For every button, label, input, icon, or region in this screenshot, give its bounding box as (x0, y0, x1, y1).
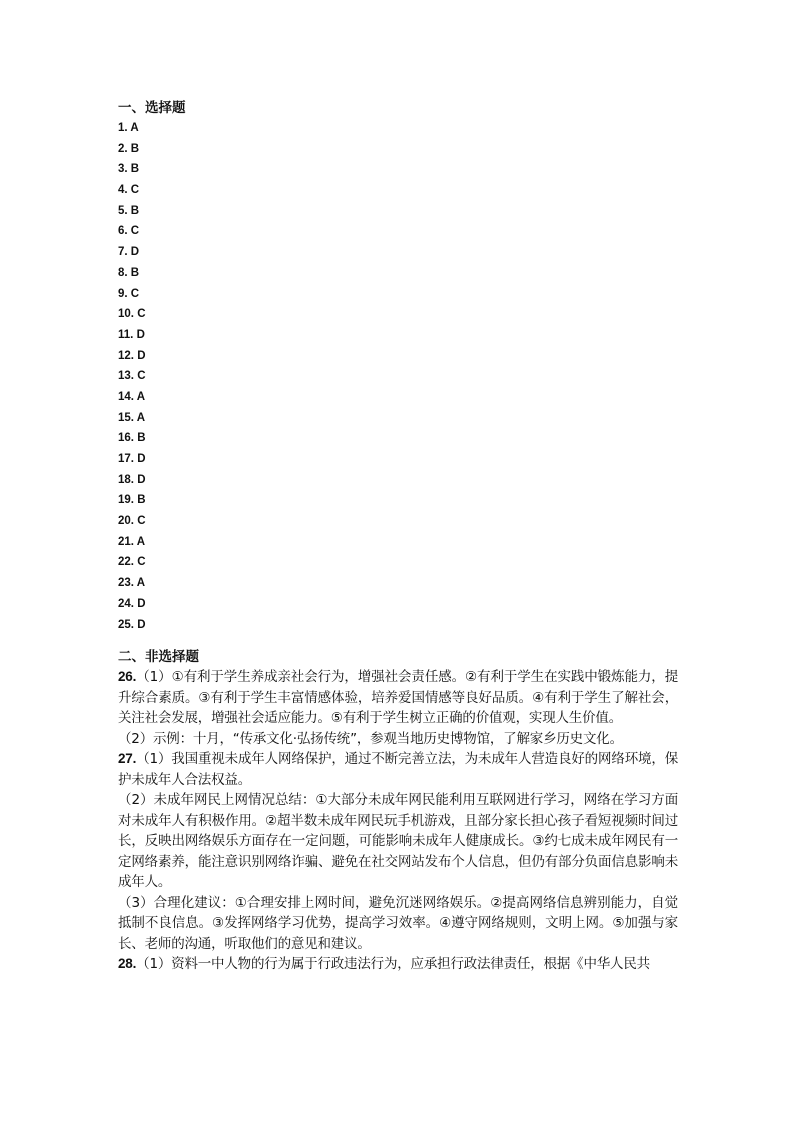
choice-answer-item (118, 594, 678, 615)
choice-answer-item (118, 242, 678, 263)
answer-letter: C (130, 287, 140, 300)
choice-answer-item (118, 366, 678, 387)
question-number: 5. (118, 204, 128, 217)
question-number: 11. (118, 328, 134, 341)
answer-letter: C (137, 370, 146, 383)
answer-key-content (118, 98, 678, 975)
answer-letter: B (137, 432, 146, 445)
answer-letter: B (130, 163, 140, 176)
answer-letter: D (137, 473, 146, 486)
q27-part1 (118, 749, 678, 790)
question-number: 23. (118, 577, 134, 590)
q27-part2: （2）未成年网民上网情况总结：①大部分未成年网民能利用互联网进行学习，网络在学习方面对未成年人有积极作用。②超半数未成年网民玩手机游戏，且部分家长担心孩子看短视频时间过长，反映出网络娱乐方面存在一定问题，可能影响未成年人健康成长。③约七成未成年网民有一定网络素养，能注意识别网络诈骗、避免在社交网站发布个人信息，但仍有部分负面信息影响未成年人。 (118, 792, 678, 891)
q26-part1 (118, 667, 678, 729)
choice-answer-item (118, 408, 678, 429)
choice-answer-item (118, 615, 678, 636)
q26-part2: （2）示例：十月，“传承文化·弘扬传统”，参观当地历史博物馆，了解家乡历史文化。 (118, 730, 623, 747)
question-number: 13. (118, 370, 134, 383)
question-number: 10. (118, 308, 134, 321)
answer-letter: D (137, 349, 146, 362)
choice-answer-item (118, 346, 678, 367)
answer-letter: D (137, 453, 146, 465)
question-number: 7. (118, 246, 128, 259)
section-title-choice: 一、选择题 (118, 100, 186, 116)
question-number: 19. (118, 494, 134, 507)
choice-answer-item (118, 532, 678, 553)
question-number: 21. (118, 535, 134, 548)
choice-answer-item (118, 304, 678, 325)
answer-letter: A (130, 122, 139, 134)
answer-letter: B (130, 142, 140, 155)
question-number: 18. (118, 473, 134, 486)
choice-answer-item (118, 201, 678, 222)
answer-letter: C (130, 184, 140, 197)
answer-letter: C (137, 515, 146, 528)
q27-part3: （3）合理化建议：①合理安排上网时间，避免沉迷网络娱乐。②提高网络信息辨别能力，自觉抵制不良信息。③发挥网络学习优势，提高学习效率。④遵守网络规则，文明上网。⑤加强与家长、老师的沟通，听取他们的意见和建议。 (118, 894, 678, 952)
question-number: 25. (118, 618, 134, 631)
answer-text: （1）我国重视未成年人网络保护，通过不断完善立法，为未成年人营造良好的网络环境，保护未成年人合法权益。 (118, 751, 678, 788)
choice-answer-item (118, 552, 678, 573)
question-number: 6. (118, 225, 128, 238)
question-number: 9. (118, 287, 128, 300)
choice-answer-item (118, 139, 678, 160)
choice-answer-item (118, 387, 678, 408)
choice-answer-item (118, 263, 678, 284)
q28-part1 (118, 954, 678, 975)
choice-answer-item (118, 221, 678, 242)
answer-text: （1）资料一中人物的行为属于行政违法行为，应承担行政法律责任，根据《中华人民共 (136, 956, 650, 973)
question-number: 16. (118, 432, 134, 445)
choice-answer-item (118, 511, 678, 532)
choice-answer-item (118, 159, 678, 180)
answer-letter: A (136, 535, 146, 548)
choice-answer-item (118, 325, 678, 346)
answer-letter: A (136, 411, 146, 424)
question-number: 17. (118, 453, 134, 465)
answer-text: （1）①有利于学生养成亲社会行为，增强社会责任感。②有利于学生在实践中锻炼能力，提升综合素质。③有利于学生丰富情感体验，培养爱国情感等良好品质。④有利于学生了解社会，关注社会发展，增强社会适应能力。⑤有利于学生树立正确的价值观，实现人生价值。 (118, 669, 678, 727)
question-number: 1. (118, 122, 128, 134)
choice-answer-item (118, 180, 678, 201)
answer-letter: C (137, 556, 146, 569)
choice-answer-item (118, 284, 678, 305)
question-number: 8. (118, 266, 128, 279)
question-number: 20. (118, 515, 134, 528)
section-title-non-choice: 二、非选择题 (118, 649, 199, 666)
answer-letter: C (130, 225, 140, 238)
question-number: 14. (118, 390, 134, 403)
answer-letter: C (137, 308, 146, 321)
choice-answer-list (118, 118, 678, 635)
answer-letter: B (137, 494, 146, 507)
choice-answer-item (118, 449, 678, 470)
answer-letter: A (136, 577, 146, 590)
question-number: 3. (118, 163, 128, 176)
answer-letter: B (130, 204, 140, 217)
choice-answer-item (118, 470, 678, 491)
question-number: 15. (118, 411, 134, 424)
question-number: 4. (118, 184, 128, 197)
question-number: 24. (118, 597, 134, 610)
answer-letter: D (137, 618, 146, 631)
choice-answer-item (118, 490, 678, 511)
answer-letter: D (136, 328, 145, 341)
answer-letter: D (137, 597, 146, 610)
choice-answer-item (118, 118, 678, 139)
question-number: 28. (118, 956, 137, 972)
question-number: 2. (118, 142, 128, 155)
question-number: 22. (118, 556, 134, 569)
choice-answer-item (118, 428, 678, 449)
question-number: 26. (118, 669, 137, 685)
answer-letter: D (130, 246, 140, 259)
answer-letter: B (130, 266, 140, 279)
question-number: 12. (118, 349, 134, 362)
choice-answer-item (118, 573, 678, 594)
question-number: 27. (118, 751, 137, 767)
answer-letter: A (136, 390, 146, 403)
